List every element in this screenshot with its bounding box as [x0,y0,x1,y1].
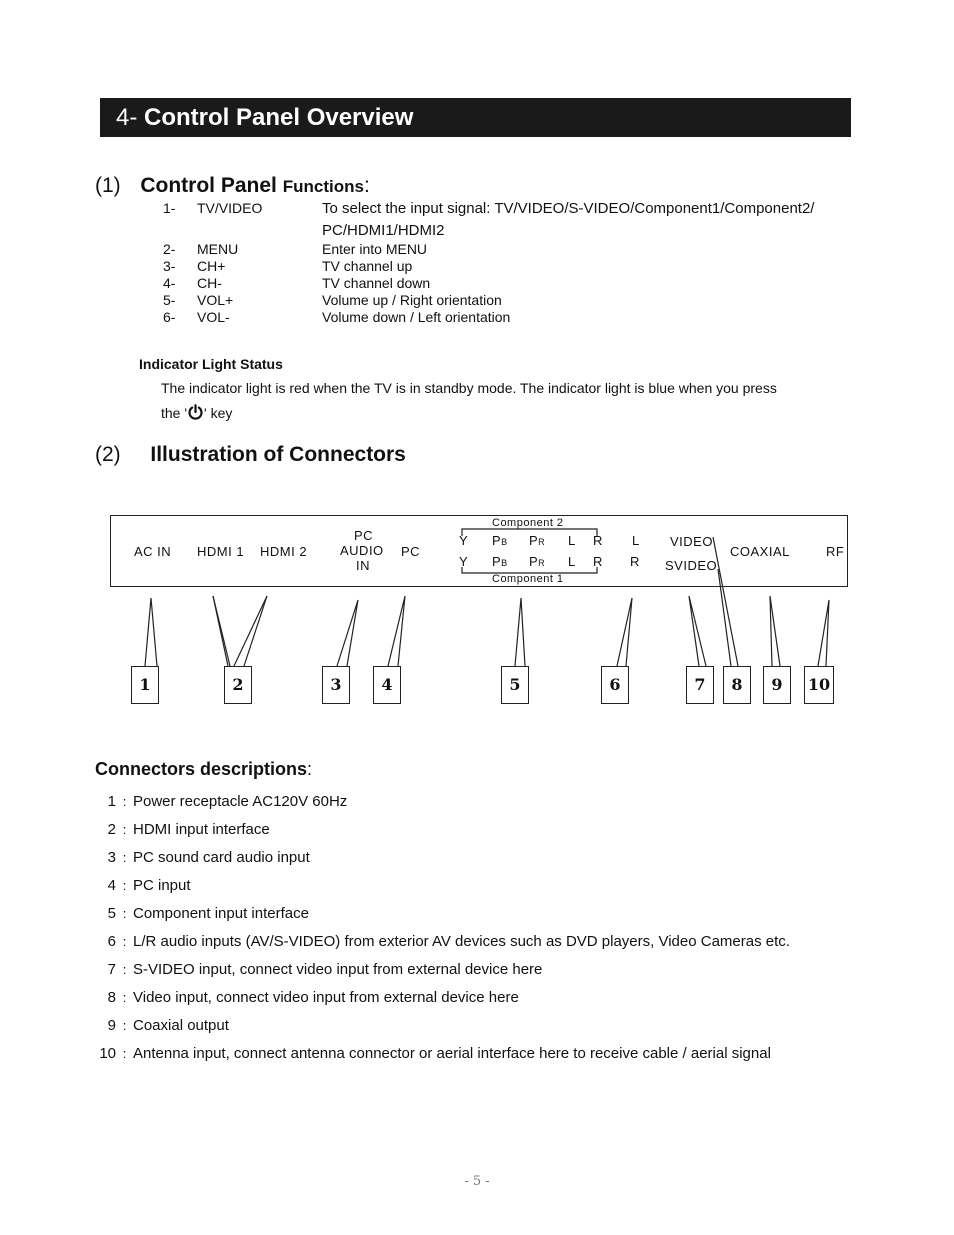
heading-number: (2) [95,443,121,466]
desc-row-1: 1 : Power receptacle AC120V 60Hz [107,793,348,810]
connector-number-6: 6 [601,666,629,704]
connector-number-2: 2 [224,666,252,704]
function-row-2: 2- MENU Enter into MENU [163,241,428,257]
desc-row-5: 5 : Component input interface [107,905,309,922]
desc-row-7: 7 : S-VIDEO input, connect video input from external device here [107,961,543,978]
heading-number: (1) [95,174,121,197]
connector-number-3: 3 [322,666,350,704]
label-pc-audio-1: PC [354,528,374,543]
connector-panel [110,515,848,587]
label-hdmi2: HDMI 2 [260,544,308,559]
label-component2: Component 2 [492,517,564,529]
function-row-1: 1- TV/VIDEO To select the input signal: TV/VIDEO/S-VIDEO/Component1/Component2/ [163,200,815,217]
label-rf: RF [826,544,845,559]
label-r-av: R [630,554,640,569]
label-l-av: L [632,533,640,548]
heading-small: Functions [282,177,364,196]
section-header [100,98,851,137]
label-hdmi1: HDMI 1 [197,544,245,559]
connector-number-8: 8 [723,666,751,704]
indicator-text-1: The indicator light is red when the TV is in standby mode. The indicator light is blue when you press [161,380,777,396]
connector-number-10: 10 [804,666,834,704]
function-row-5: 5- VOL+ Volume up / Right orientation [163,292,502,308]
label-pc: PC [401,544,421,559]
function-row-6: 6- VOL- Volume down / Left orientation [163,309,511,325]
connector-number-5: 5 [501,666,529,704]
indicator-heading: Indicator Light Status [139,356,283,372]
label-pb-1: PB [492,554,508,569]
heading-title: Illustration of Connectors [150,443,406,466]
function-row-1-cont: PC/HDMI1/HDMI2 [322,222,445,239]
label-pr-1: PR [529,554,546,569]
power-icon [187,404,204,421]
label-pc-audio-2: AUDIO [340,543,384,558]
desc-row-8: 8 : Video input, connect video input from external device here [107,989,519,1006]
label-coaxial: COAXIAL [730,544,790,559]
label-r-1: R [593,554,603,569]
section-number: 4- [116,104,138,131]
desc-row-10: 10 : Antenna input, connect antenna connector or aerial interface here to receive cable / aerial signal [99,1045,771,1062]
connector-number-4: 4 [373,666,401,704]
label-ac-in: AC IN [134,544,172,559]
indicator-text-2: the ' ' key [161,405,233,421]
desc-row-9: 9 : Coaxial output [107,1017,229,1034]
desc-row-2: 2 : HDMI input interface [107,821,270,838]
label-l-2: L [568,533,576,548]
desc-row-4: 4 : PC input [107,877,191,894]
label-r-2: R [593,533,603,548]
label-pb-2: PB [492,533,508,548]
function-row-3: 3- CH+ TV channel up [163,258,413,274]
label-component1: Component 1 [492,573,564,585]
control-panel-heading: (1) Control Panel Functions: [95,174,370,197]
heading-bold: Control Panel [140,174,277,197]
label-svideo: SVIDEO [665,558,718,573]
section-title: Control Panel Overview [144,104,414,131]
connectors-heading [95,443,406,467]
connectors-descriptions-heading: Connectors descriptions: [95,759,313,779]
connector-number-1: 1 [131,666,159,704]
label-pc-audio-3: IN [356,558,370,573]
desc-row-6: 6 : L/R audio inputs (AV/S-VIDEO) from exterior AV devices such as DVD players, Video Cameras etc. [107,933,790,950]
connector-number-7: 7 [686,666,714,704]
function-row-4: 4- CH- TV channel down [163,275,431,291]
label-video: VIDEO [670,534,713,549]
label-y-2: Y [459,533,469,548]
label-l-1: L [568,554,576,569]
page-number: - 5 - [464,1174,490,1189]
label-y-1: Y [459,554,469,569]
label-pr-2: PR [529,533,546,548]
desc-row-3: 3 : PC sound card audio input [107,849,310,866]
connector-number-9: 9 [763,666,791,704]
